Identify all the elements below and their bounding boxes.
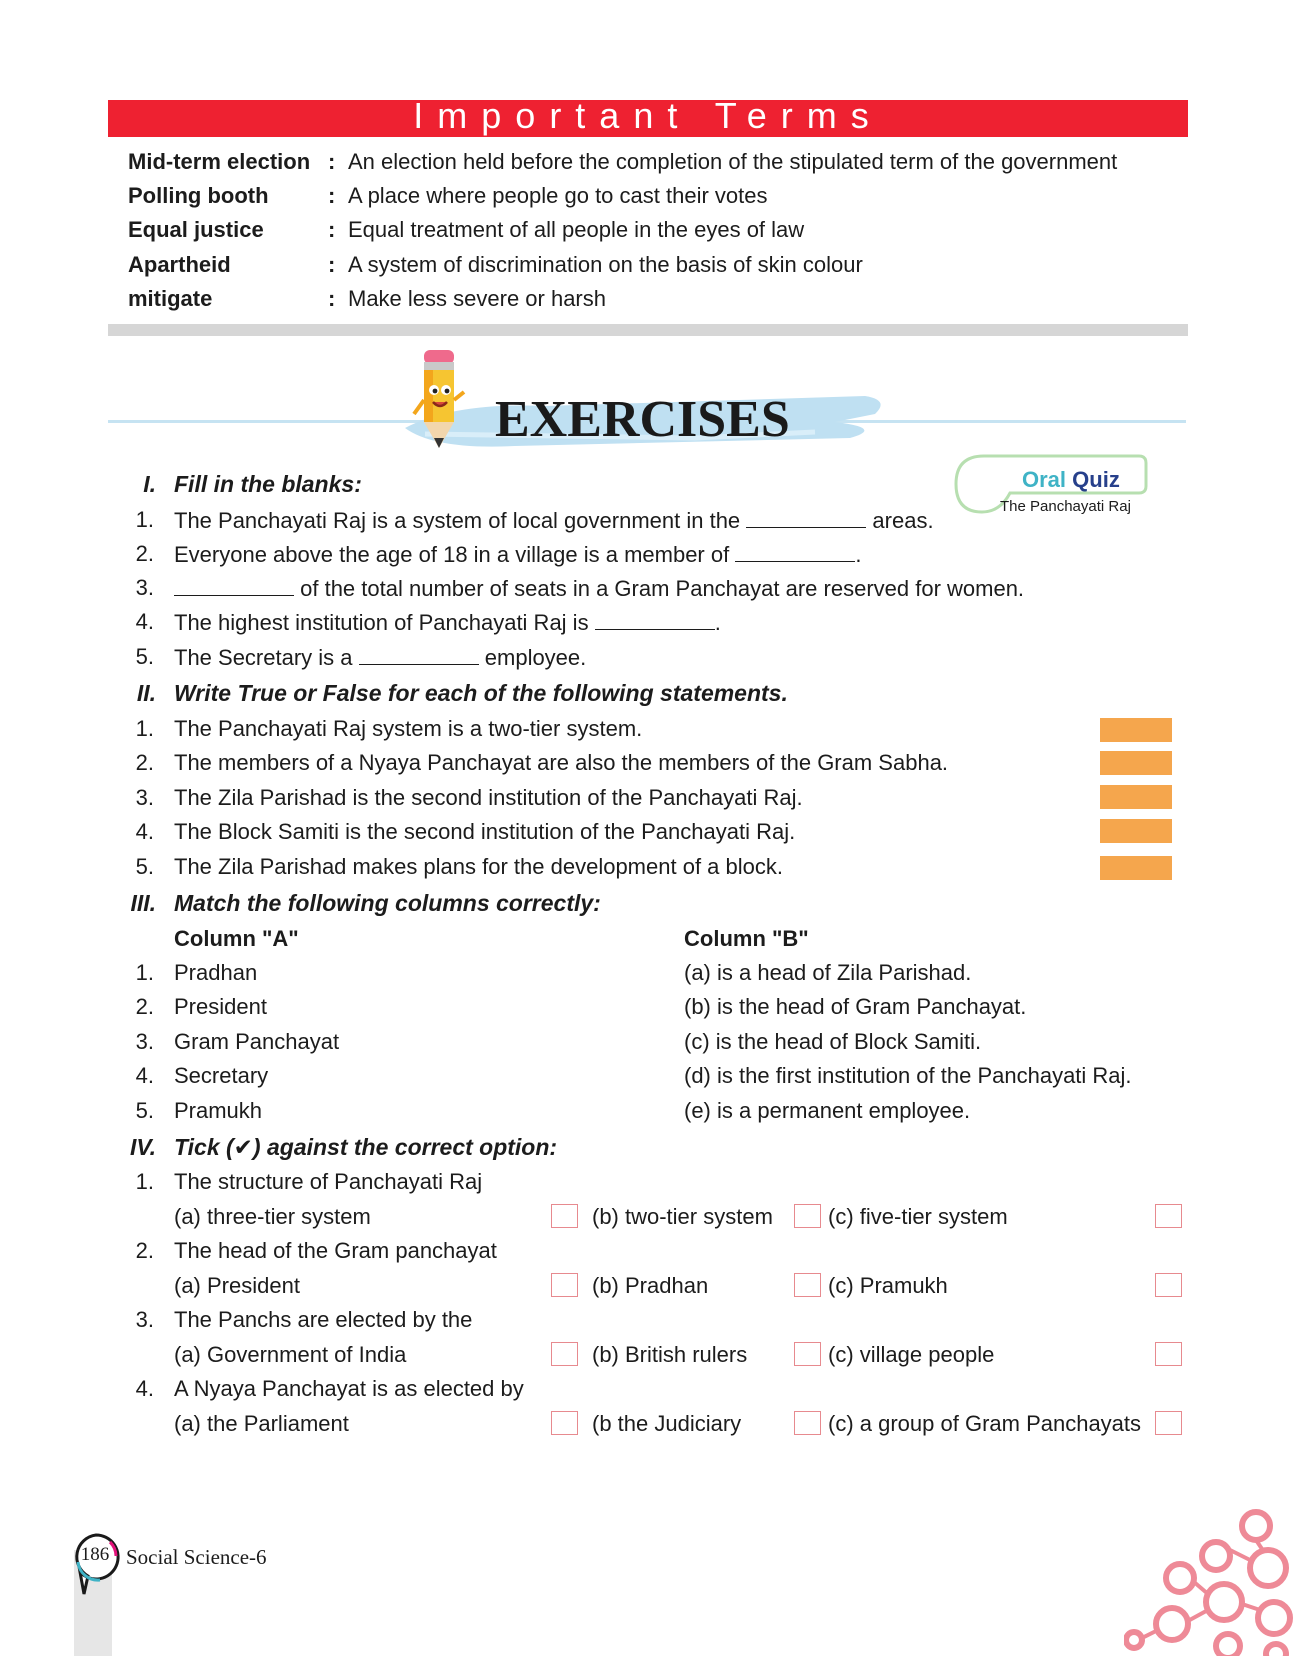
answer-blank[interactable]: [595, 607, 715, 630]
fill-blank-question: [174, 607, 721, 638]
option-b: (b) British rulers: [592, 1342, 748, 1367]
true-false-answer-box[interactable]: [1100, 819, 1172, 843]
question-number: 1.: [135, 1169, 154, 1194]
term-definition: Equal treatment of all people in the eyes of law: [348, 217, 805, 242]
question-text-end: of the total number of seats in a Gram Panchayat are reserved for women.: [300, 576, 1025, 601]
tick-box-c[interactable]: [1155, 1204, 1182, 1228]
oral-quiz-word-quiz: Quiz: [1072, 467, 1120, 492]
question-number: 4.: [135, 1063, 154, 1088]
true-false-answer-box[interactable]: [1100, 751, 1172, 775]
section-title: Fill in the blanks:: [174, 471, 362, 497]
option-c: (c) village people: [828, 1342, 995, 1367]
question-number: 2.: [135, 994, 154, 1019]
term-colon: :: [328, 252, 336, 277]
true-false-statement: The Zila Parishad makes plans for the development of a block.: [174, 854, 783, 879]
page-number: 186: [80, 1544, 110, 1565]
option-a: (a) Government of India: [174, 1342, 407, 1367]
term-definition: A system of discrimination on the basis of skin colour: [348, 252, 863, 277]
tick-box-b[interactable]: [794, 1342, 821, 1366]
question-number: 1.: [135, 716, 154, 741]
pencil-mascot-icon: [412, 348, 466, 452]
mcq-question: The head of the Gram panchayat: [174, 1238, 497, 1263]
decorative-bubbles-icon: [1124, 1506, 1296, 1656]
question-number: 3.: [135, 1307, 154, 1332]
term-colon: :: [328, 286, 336, 311]
important-terms-title: Important Terms: [413, 95, 883, 136]
column-a-item: Pramukh: [174, 1098, 263, 1123]
exercises-title: EXERCISES: [495, 391, 790, 448]
mcq-question: The structure of Panchayati Raj: [174, 1169, 483, 1194]
question-number: 3.: [135, 575, 154, 600]
section-number: II.: [136, 680, 156, 706]
section-title: Match the following columns correctly:: [174, 890, 601, 916]
tick-box-b[interactable]: [794, 1273, 821, 1297]
true-false-answer-box[interactable]: [1100, 856, 1172, 880]
section-number: III.: [130, 890, 156, 916]
question-number: 3.: [135, 1029, 154, 1054]
term-definition: Make less severe or harsh: [348, 286, 606, 311]
option-b: (b) two-tier system: [592, 1204, 773, 1229]
question-number: 2.: [135, 541, 154, 566]
column-a-header: Column "A": [174, 926, 299, 951]
question-number: 3.: [135, 785, 154, 810]
option-c: (c) a group of Gram Panchayats: [828, 1411, 1142, 1436]
section-title: Tick (✔) against the correct option:: [174, 1134, 558, 1160]
fill-blank-question: [174, 539, 861, 570]
option-a: (a) President: [174, 1273, 300, 1298]
question-number: 4.: [135, 819, 154, 844]
question-number: 4.: [135, 609, 154, 634]
question-number: 2.: [135, 750, 154, 775]
tick-box-c[interactable]: [1155, 1411, 1182, 1435]
term-name: Equal justice: [128, 217, 264, 242]
question-text: The highest institution of Panchayati Raj is: [174, 610, 589, 635]
term-definition: A place where people go to cast their votes: [348, 183, 768, 208]
book-title: Social Science-6: [126, 1545, 267, 1569]
fill-blank-question: [174, 642, 586, 673]
term-name: Apartheid: [128, 252, 231, 277]
question-number: 2.: [135, 1238, 154, 1263]
fill-blank-question: [174, 505, 934, 536]
column-a-item: Pradhan: [174, 960, 258, 985]
option-c: (c) five-tier system: [828, 1204, 1008, 1229]
option-a: (a) three-tier system: [174, 1204, 371, 1229]
term-definition: An election held before the completion of the stipulated term of the government: [348, 149, 1118, 174]
oral-quiz-topic: The Panchayati Raj: [1000, 498, 1131, 515]
column-b-item: (b) is the head of Gram Panchayat.: [684, 994, 1027, 1019]
question-text: Everyone above the age of 18 in a village is a member of: [174, 542, 730, 567]
column-a-item: Gram Panchayat: [174, 1029, 340, 1054]
question-number: 1.: [135, 507, 154, 532]
question-text-end: employee.: [484, 645, 587, 670]
column-b-header: Column "B": [684, 926, 809, 951]
section-title: Write True or False for each of the following statements.: [174, 680, 788, 706]
question-text-end: .: [714, 610, 721, 635]
oral-quiz-label: [1022, 466, 1120, 494]
option-b: (b the Judiciary: [592, 1411, 742, 1436]
oral-quiz-word-oral: Oral: [1022, 467, 1067, 492]
term-colon: :: [328, 183, 336, 208]
answer-blank[interactable]: [735, 539, 855, 562]
true-false-statement: The Panchayati Raj system is a two-tier system.: [174, 716, 643, 741]
option-b: (b) Pradhan: [592, 1273, 709, 1298]
tick-box-a[interactable]: [551, 1204, 578, 1228]
answer-blank[interactable]: [746, 505, 866, 528]
true-false-statement: The Zila Parishad is the second institution of the Panchayati Raj.: [174, 785, 803, 810]
terms-divider: [108, 324, 1188, 336]
true-false-answer-box[interactable]: [1100, 785, 1172, 809]
tick-box-c[interactable]: [1155, 1273, 1182, 1297]
term-name: Polling booth: [128, 183, 269, 208]
column-a-item: President: [174, 994, 267, 1019]
option-c: (c) Pramukh: [828, 1273, 948, 1298]
section-number: I.: [143, 471, 156, 497]
tick-box-a[interactable]: [551, 1342, 578, 1366]
question-number: 5.: [135, 1098, 154, 1123]
column-a-item: Secretary: [174, 1063, 269, 1088]
column-b-item: (d) is the first institution of the Panchayati Raj.: [684, 1063, 1132, 1088]
tick-box-a[interactable]: [551, 1273, 578, 1297]
question-number: 5.: [135, 854, 154, 879]
question-number: 5.: [135, 644, 154, 669]
tick-box-b[interactable]: [794, 1411, 821, 1435]
answer-blank[interactable]: [359, 642, 479, 665]
tick-box-a[interactable]: [551, 1411, 578, 1435]
true-false-statement: The members of a Nyaya Panchayat are also the members of the Gram Sabha.: [174, 750, 949, 775]
question-number: 1.: [135, 960, 154, 985]
column-b-item: (c) is the head of Block Samiti.: [684, 1029, 982, 1054]
question-text-end: .: [855, 542, 862, 567]
term-colon: :: [328, 217, 336, 242]
question-number: 4.: [135, 1376, 154, 1401]
true-false-statement: The Block Samiti is the second institution of the Panchayati Raj.: [174, 819, 796, 844]
term-colon: :: [328, 149, 336, 174]
section-number: IV.: [129, 1134, 156, 1160]
question-text: The Panchayati Raj is a system of local government in the: [174, 508, 741, 533]
option-a: (a) the Parliament: [174, 1411, 349, 1436]
mcq-question: A Nyaya Panchayat is as elected by: [174, 1376, 524, 1401]
term-name: mitigate: [128, 286, 213, 311]
tick-box-b[interactable]: [794, 1204, 821, 1228]
tick-box-c[interactable]: [1155, 1342, 1182, 1366]
true-false-answer-box[interactable]: [1100, 718, 1172, 742]
column-b-item: (a) is a head of Zila Parishad.: [684, 960, 972, 985]
fill-blank-question: [174, 573, 1024, 604]
mcq-question: The Panchs are elected by the: [174, 1307, 473, 1332]
question-text: The Secretary is a: [174, 645, 353, 670]
answer-blank[interactable]: [174, 573, 294, 596]
term-name: Mid-term election: [128, 149, 311, 174]
column-b-item: (e) is a permanent employee.: [684, 1098, 971, 1123]
question-text-end: areas.: [872, 508, 934, 533]
